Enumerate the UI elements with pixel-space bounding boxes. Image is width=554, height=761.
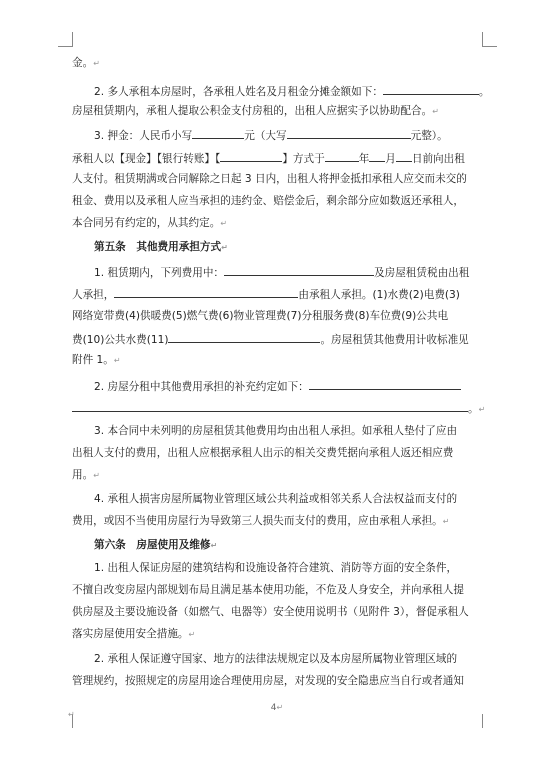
page-corner-mark-top-left	[58, 32, 73, 47]
text-line: 费用，或因不当使用房屋行为导致第三人损失而支付的费用，应由承租人承担。↵	[72, 515, 450, 527]
page-corner-mark-bottom-right	[482, 714, 497, 728]
text-line: 。↵	[72, 400, 484, 417]
text-line: 2. 承租人保证遵守国家、地方的法律法规规定以及本房屋所属物业管理区域的	[94, 653, 458, 665]
text-line: 供房屋及主要设施设备（如燃气、电器等）安全使用说明书（见附件 3），督促承租人	[72, 606, 469, 618]
text-line: 出租人支付的费用，出租人应根据承租人出示的相关交费凭据向承租人返还相应费	[72, 447, 454, 459]
text-line: 不擅自改变房屋内部规划布局且满足基本使用功能，不危及人身安全，并向承租人提	[72, 584, 464, 596]
text-line: 本合同另有约定的，从其约定。↵	[72, 217, 228, 229]
text-line: 1. 租赁期内，下列费用中： 及房屋租赁税由出租	[72, 264, 484, 280]
text-line: 人承担， 由承租人承担。(1)水费(2)电费(3)	[72, 286, 484, 302]
text-line: 金。↵	[72, 57, 100, 69]
section-heading: 第五条 其他费用承担方式↵	[94, 241, 228, 253]
text-line: 用。↵	[72, 469, 100, 481]
text-line: 租金、费用以及承租人应当承担的违约金、赔偿金后，剩余部分应如数返还承租人，	[72, 195, 464, 207]
page-number: 4↵	[270, 703, 284, 713]
text-line: 承租人以【现金】【银行转账】【 】方式于 年 月 日前向出租	[72, 150, 484, 166]
section-heading: 第六条 房屋使用及维修↵	[94, 539, 218, 551]
paragraph-mark: ↵	[68, 710, 75, 719]
text-line: 2. 多人承租本房屋时，各承租人姓名及月租金分摊金额如下： 。	[72, 83, 484, 99]
text-line: 房屋租赁期内，承租人提取公积金支付房租的，出租人应据实予以协助配合。↵	[72, 105, 439, 117]
text-line: 管理规约，按照规定的房屋用途合理使用房屋，对发现的安全隐患应当自行或者通知	[72, 675, 464, 687]
text-line: 3. 本合同中未列明的房屋租赁其他费用均由出租人承担。如承租人垫付了应由	[94, 425, 458, 437]
text-line: 费(10)公共水费(11) 。房屋租赁其他费用计收标准见	[72, 331, 484, 347]
page-corner-mark-top-right	[482, 32, 497, 47]
text-line: 4. 承租人损害房屋所属物业管理区域公共利益或相邻关系人合法权益而支付的	[94, 493, 458, 505]
text-line: 落实房屋使用安全措施。↵	[72, 628, 196, 640]
text-line: 附件 1。↵	[72, 354, 121, 366]
text-line: 2. 房屋分租中其他费用承担的补充约定如下：	[72, 378, 484, 394]
text-line: 3. 押金：人民币小写 元（大写 元整）。	[72, 127, 484, 143]
text-line: 人支付。租赁期满或合同解除之日起 3 日内，出租人将押金抵扣承租人应交而未交的	[72, 173, 467, 185]
text-line: 1. 出租人保证房屋的建筑结构和设施设备符合建筑、消防等方面的安全条件，	[94, 562, 458, 574]
text-line: 网络宽带费(4)供暖费(5)燃气费(6)物业管理费(7)分租服务费(8)车位费(9)公共电	[72, 310, 449, 322]
